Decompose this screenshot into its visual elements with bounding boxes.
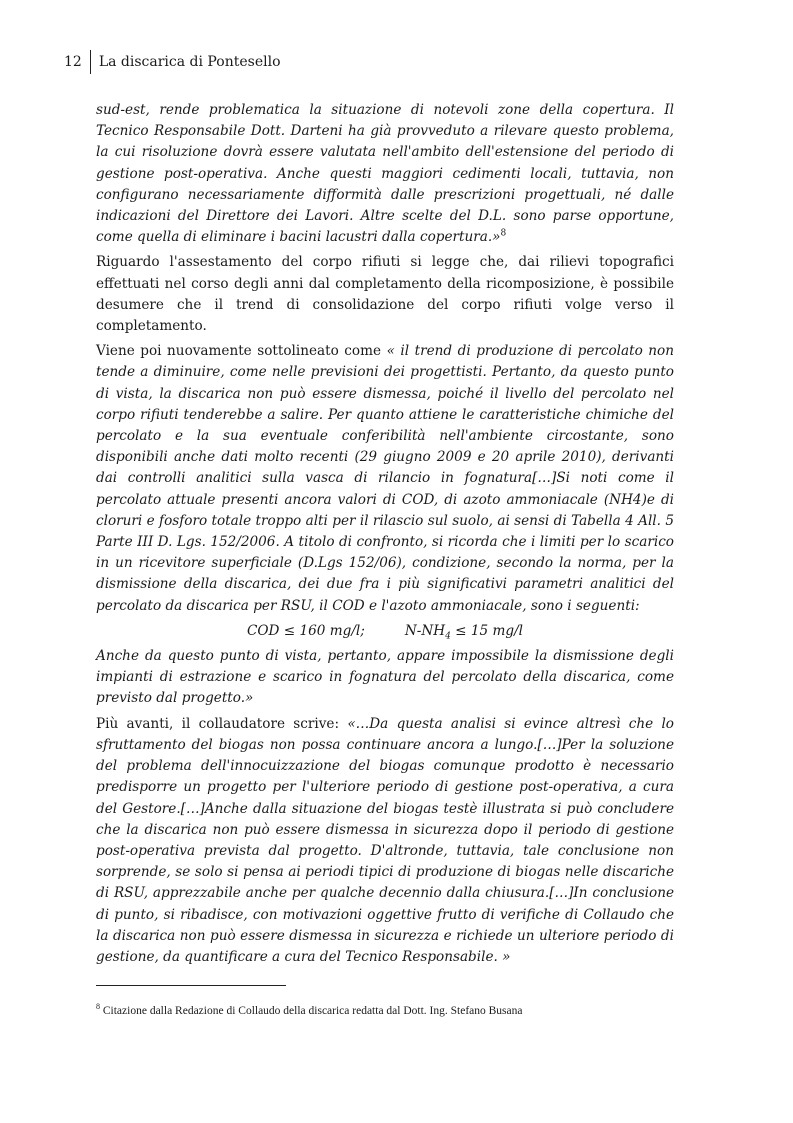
paragraph-5 [96, 714, 674, 968]
footnote-text: Citazione dalla Redazione di Collaudo della discarica redatta dal Dott. Ing. Stefano Busana [100, 1005, 523, 1017]
paragraph-1 [96, 100, 674, 248]
body-text [96, 100, 674, 972]
quote-continuation: sud-est, rende problematica la situazione di notevoli zone della copertura. Il Tecnico Responsabile Dott. Darteni ha già provveduto a rilevare questo problema, la cui risoluzione dovrà essere valutata nell'ambito dell'estensione del periodo di gestione post-operativa. Anche questi maggiori cedimenti locali, tuttavia, non configurano necessariamente difformità dalle prescrizioni progettuali, né dalle indicazioni del Direttore dei Lavori. Altre scelte del D.L. sono parse opportune, come quella di eliminare i bacini lacustri dalla copertura.» [96, 102, 674, 246]
footnote-divider [96, 985, 286, 986]
header-divider [90, 50, 91, 74]
footnote-number: 8 [96, 1002, 100, 1012]
page-header [64, 50, 281, 74]
paragraph-4: Anche da questo punto di vista, pertanto, appare impossibile la dismissione degli impianti di estrazione e scarico in fognatura del percolato della discarica, come previsto dal progetto.» [96, 648, 674, 707]
paragraph-3 [96, 341, 674, 617]
limits-formula [96, 621, 674, 642]
footnote [96, 1003, 696, 1019]
paragraph-5-intro: Più avanti, il collaudatore scrive: [96, 715, 348, 732]
paragraph-5-quote: «…Da questa analisi si evince altresì che lo sfruttamento del biogas non possa continuare ancora a lungo.[…]Per la soluzione del problema dell'innocuizzazione del biogas comunque prodotto è necessario predisporre un progetto per l'ulteriore periodo di gestione post-operativa, a cura del Gestore.[…]Anche dalla situazione del biogas testè illustrata si può concludere che la discarica non può essere dismessa in sicurezza dopo il periodo di gestione post-operativa prevista dal progetto. D'altronde, tuttavia, tale conclusione non sorprende, se solo si pensa ai periodi tipici di produzione di biogas nelle discariche di RSU, apprezzabile anche per qualche decennio dalla chiusura.[…]In conclusione di punto, si ribadisce, con motivazioni oggettive frutto di verifiche di Collaudo che la discarica non può essere dismessa in sicurezza e richiede un ulteriore periodo di gestione, da quantificare a cura del Tecnico Responsabile. » [96, 715, 674, 965]
page-number: 12 [64, 54, 82, 70]
running-title: La discarica di Pontesello [98, 54, 281, 70]
footnote-ref: 8 [500, 228, 507, 239]
paragraph-3-intro: Viene poi nuovamente sottolineato come [96, 343, 387, 360]
formula-cod: COD ≤ 160 mg/l; [247, 622, 365, 639]
paragraph-2: Riguardo l'assestamento del corpo rifiuti si legge che, dai rilievi topografici effettuati nel corso degli anni dal completamento della ricomposizione, è possibile desumere che il trend di consolidazione del corpo rifiuti volge verso il completamento. [96, 254, 674, 335]
paragraph-3-quote: « il trend di produzione di percolato non tende a diminuire, come nelle previsioni dei progettisti. Pertanto, da questo punto di vista, la discarica non può essere dismessa, poiché il livello del percolato nel corpo rifiuti tenderebbe a salire. Per quanto attiene le caratteristiche chimiche del percolato e la sua eventuale conferibilità nell'ambiente circostante, sono disponibili anche dati molto recenti (29 giugno 2009 e 20 aprile 2010), derivanti dai controlli analitici sulla vasca di rilancio in fognatura[…]Si noti come il percolato attuale presenti ancora valori di COD, di azoto ammoniacale (NH4)e di cloruri e fosforo totale troppo alti per il rilascio sul suolo, ai sensi di Tabella 4 All. 5 Parte III D. Lgs. 152/2006. A titolo di confronto, si ricorda che i limiti per lo scarico in un ricevitore superficiale (D.Lgs 152/06), condizione, secondo la norma, per la dismissione della discarica, dei due fra i più significativi parametri analitici del percolato da discarica per RSU, il COD e l'azoto ammoniacale, sono i seguenti: [96, 343, 674, 614]
formula-nh4: $N-NH_4 \le 15$ mg/l [404, 622, 523, 642]
